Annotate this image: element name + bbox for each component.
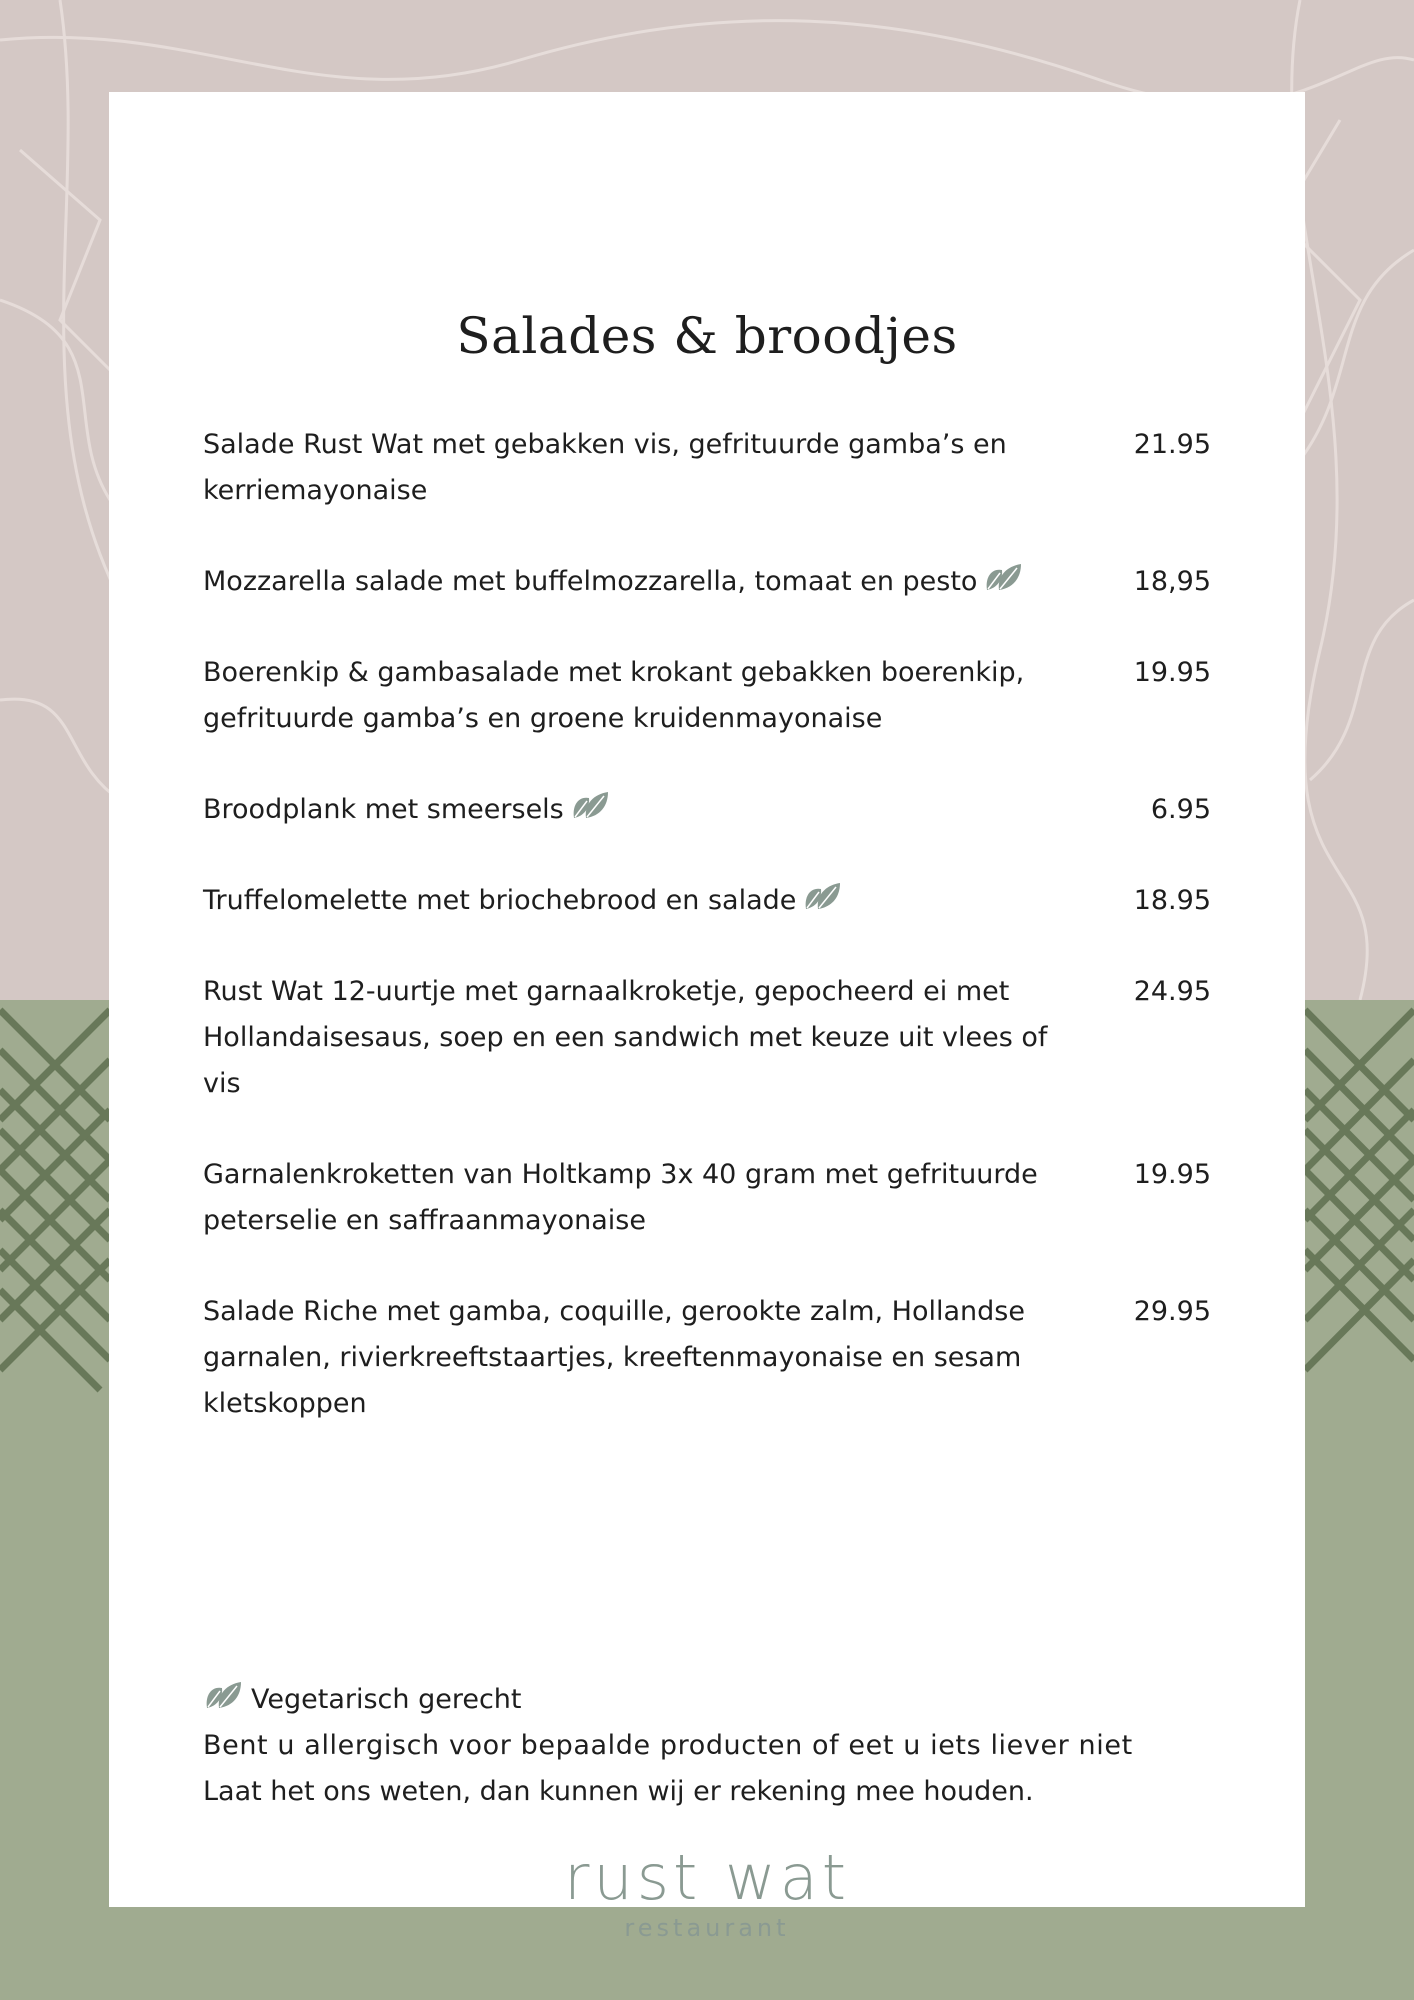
menu-item-price: 18.95 <box>1133 885 1211 916</box>
menu-item-label: Truffelomelette met briochebrood en salade <box>203 885 797 916</box>
menu-item <box>203 1152 1211 1244</box>
menu-item-price: 19.95 <box>1133 657 1211 688</box>
menu-item-price: 29.95 <box>1133 1296 1211 1327</box>
menu-item <box>203 878 1211 924</box>
leaf-icon <box>570 790 612 820</box>
menu-item-name <box>203 559 1083 605</box>
menu-item <box>203 969 1211 1107</box>
menu-item-label: Salade Rust Wat met gebakken vis, gefrituurde gamba’s en kerriemayonaise <box>203 429 1007 506</box>
menu-item-label: Broodplank met smeersels <box>203 794 564 825</box>
allergy-line-1: Bent u allergisch voor bepaalde producten of eet u iets liever niet <box>203 1730 1133 1761</box>
menu-list <box>203 422 1211 1472</box>
menu-item-label: Garnalenkroketten van Holtkamp 3x 40 gram met gefrituurde peterselie en saffraanmayonaise <box>203 1159 1038 1236</box>
leaf-icon <box>983 562 1025 592</box>
menu-item-name <box>203 878 1083 924</box>
menu-item-price: 24.95 <box>1133 976 1211 1007</box>
vegetarian-legend <box>203 1677 1211 1723</box>
menu-item-name <box>203 969 1083 1107</box>
page-title: Salades & broodjes <box>456 307 958 365</box>
brand-name: rust wat <box>563 1841 851 1914</box>
brand-logo <box>109 1841 1305 1943</box>
legend-label: Vegetarisch gerecht <box>251 1684 522 1715</box>
menu-item-name <box>203 422 1083 514</box>
menu-item-name <box>203 1289 1083 1427</box>
menu-card <box>109 92 1305 1942</box>
menu-item-label: Boerenkip & gambasalade met krokant gebakken boerenkip, gefrituurde gamba’s en groene kruidenmayonaise <box>203 657 1025 734</box>
menu-item <box>203 650 1211 742</box>
menu-item <box>203 787 1211 833</box>
menu-item-price: 19.95 <box>1133 1159 1211 1190</box>
menu-item-label: Rust Wat 12-uurtje met garnaalkroketje, gepocheerd ei met Hollandaisesaus, soep en een sandwich met keuze uit vlees of vis <box>203 976 1048 1099</box>
menu-item-name <box>203 650 1083 742</box>
leaf-icon <box>802 881 844 911</box>
menu-item-label: Mozzarella salade met buffelmozzarella, tomaat en pesto <box>203 566 978 597</box>
brand-subtitle: restaurant <box>624 1914 790 1942</box>
menu-item-price: 6.95 <box>1150 794 1211 825</box>
menu-item-price: 18,95 <box>1133 566 1211 597</box>
menu-item-name <box>203 787 1083 833</box>
allergy-line-2: Laat het ons weten, dan kunnen wij er rekening mee houden. <box>203 1776 1034 1807</box>
menu-item <box>203 559 1211 605</box>
menu-item-price: 21.95 <box>1133 429 1211 460</box>
leaf-icon <box>203 1680 245 1710</box>
menu-item-name <box>203 1152 1083 1244</box>
menu-item-label: Salade Riche met gamba, coquille, gerookte zalm, Hollandse garnalen, rivierkreeftstaartjes, kreeftenmayonaise en sesam kletskoppen <box>203 1296 1025 1419</box>
menu-item <box>203 422 1211 514</box>
menu-footer <box>203 1677 1211 1815</box>
menu-item <box>203 1289 1211 1427</box>
